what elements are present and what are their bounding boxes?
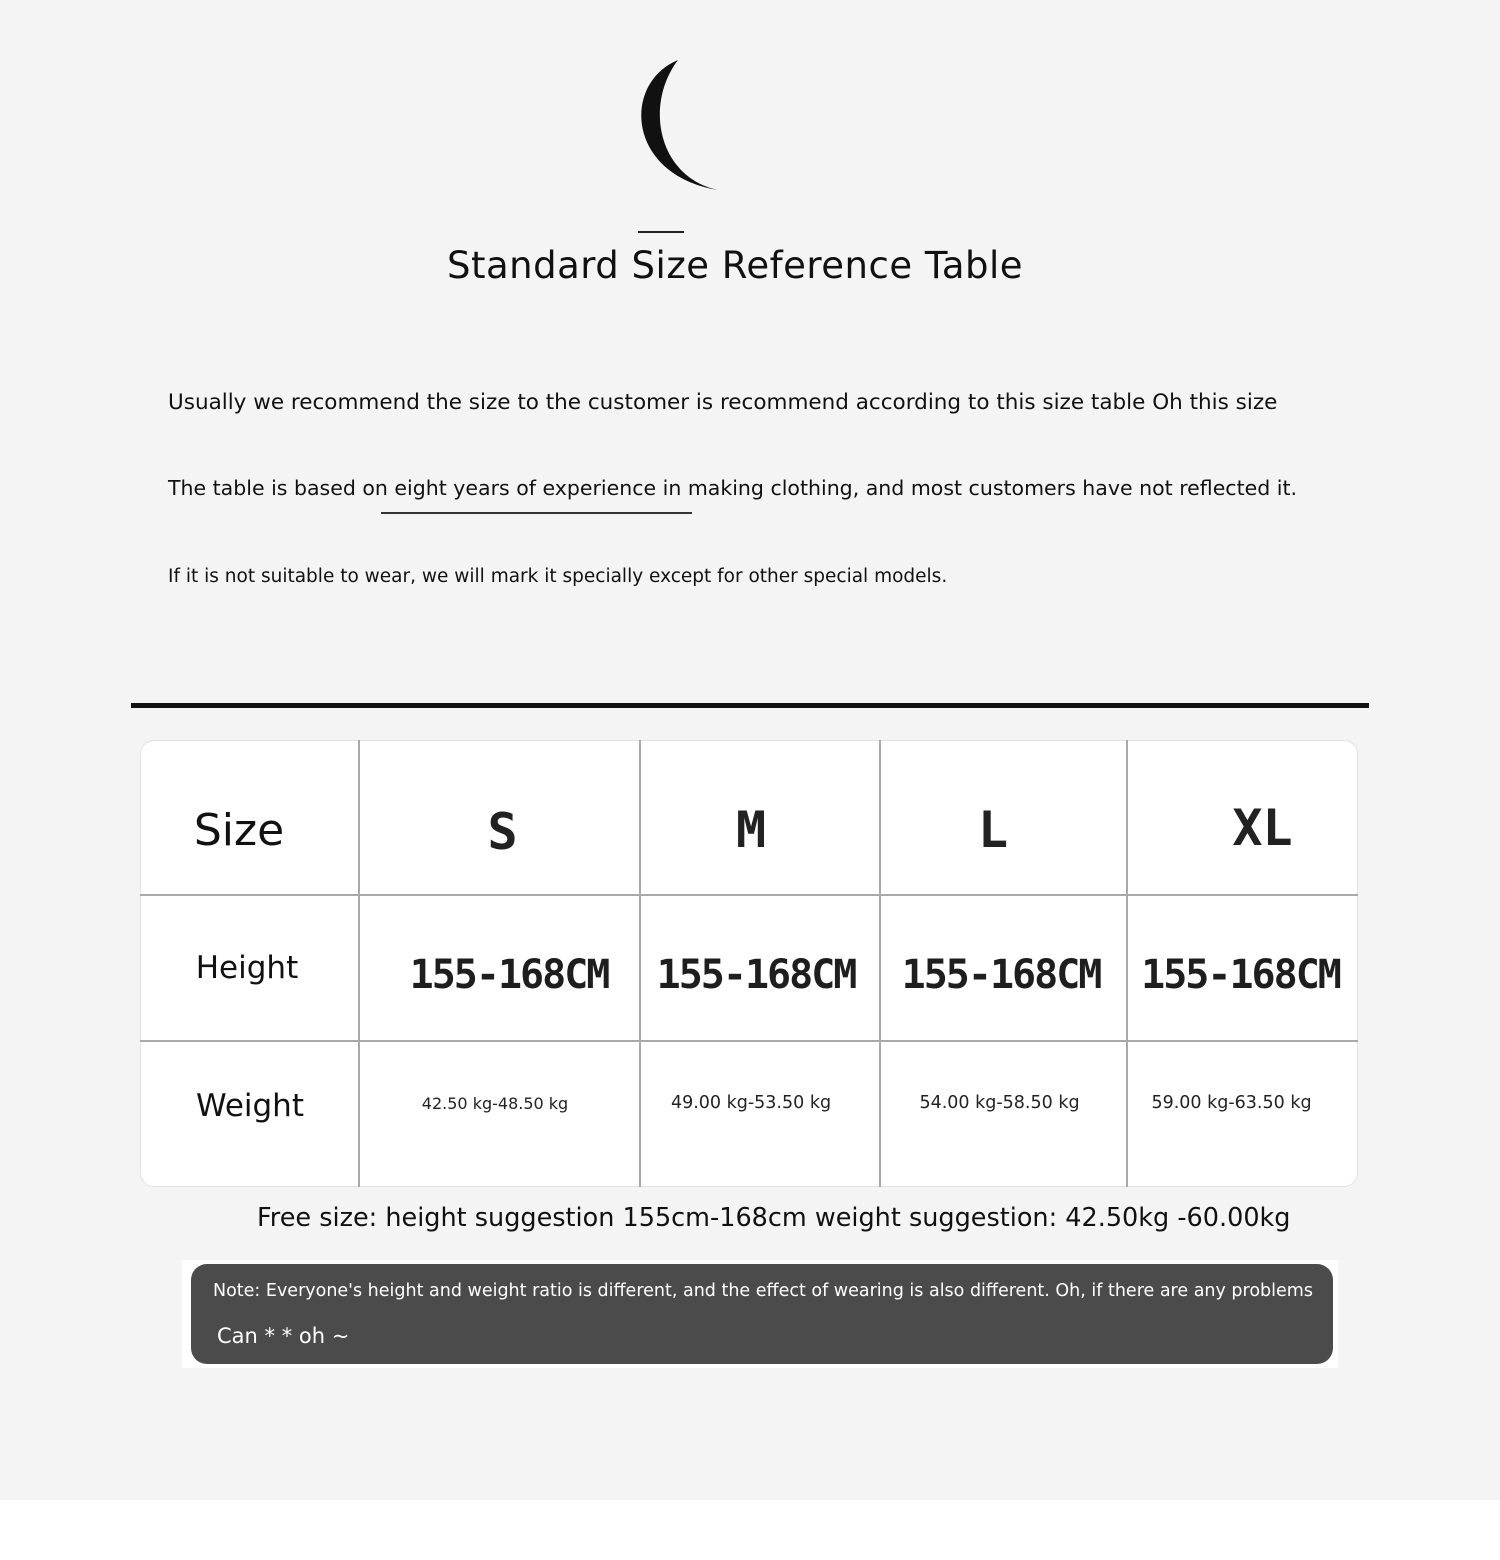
section-divider	[131, 703, 1369, 708]
intro-line-1: Usually we recommend the size to the customer is recommend according to this size table Oh this size	[168, 390, 1278, 415]
table-row-divider	[140, 1040, 1358, 1042]
weight-value-m: 49.00 kg-53.50 kg	[670, 1093, 832, 1113]
size-m-header: M	[735, 801, 767, 859]
height-value-xl: 155-168CM	[1141, 952, 1340, 998]
table-row-divider	[140, 894, 1358, 896]
free-size-suggestion: Free size: height suggestion 155cm-168cm weight suggestion: 42.50kg -60.00kg	[257, 1203, 1291, 1233]
weight-value-l: 54.00 kg-58.50 kg	[919, 1093, 1080, 1113]
text-underline-mark	[381, 512, 692, 514]
note-box	[191, 1264, 1333, 1364]
size-xl-header: XL	[1232, 799, 1293, 857]
weight-row-label: Weight	[195, 1088, 304, 1124]
size-header-label: Size	[193, 804, 285, 856]
note-text: Note: Everyone's height and weight ratio is different, and the effect of wearing is also different. Oh, if there are any problems	[213, 1281, 1313, 1301]
intro-line-2: The table is based on eight years of experience in making clothing, and most customers have not reflected it.	[168, 476, 1298, 500]
page-title: Standard Size Reference Table	[446, 244, 1024, 287]
weight-value-s: 42.50 kg-48.50 kg	[421, 1093, 569, 1113]
height-value-l: 155-168CM	[901, 952, 1101, 998]
weight-value-xl: 59.00 kg-63.50 kg	[1151, 1093, 1312, 1113]
moon-icon	[630, 55, 730, 195]
size-l-header: L	[977, 801, 1009, 859]
note-text-continued: Can * * oh ~	[217, 1324, 350, 1348]
height-value-m: 155-168CM	[656, 952, 856, 998]
decorative-dash	[638, 231, 684, 233]
size-s-header: S	[487, 803, 518, 861]
height-row-label: Height	[195, 950, 299, 986]
intro-line-3: If it is not suitable to wear, we will mark it specially except for other special models.	[168, 566, 948, 587]
height-value-s: 155-168CM	[409, 952, 609, 998]
